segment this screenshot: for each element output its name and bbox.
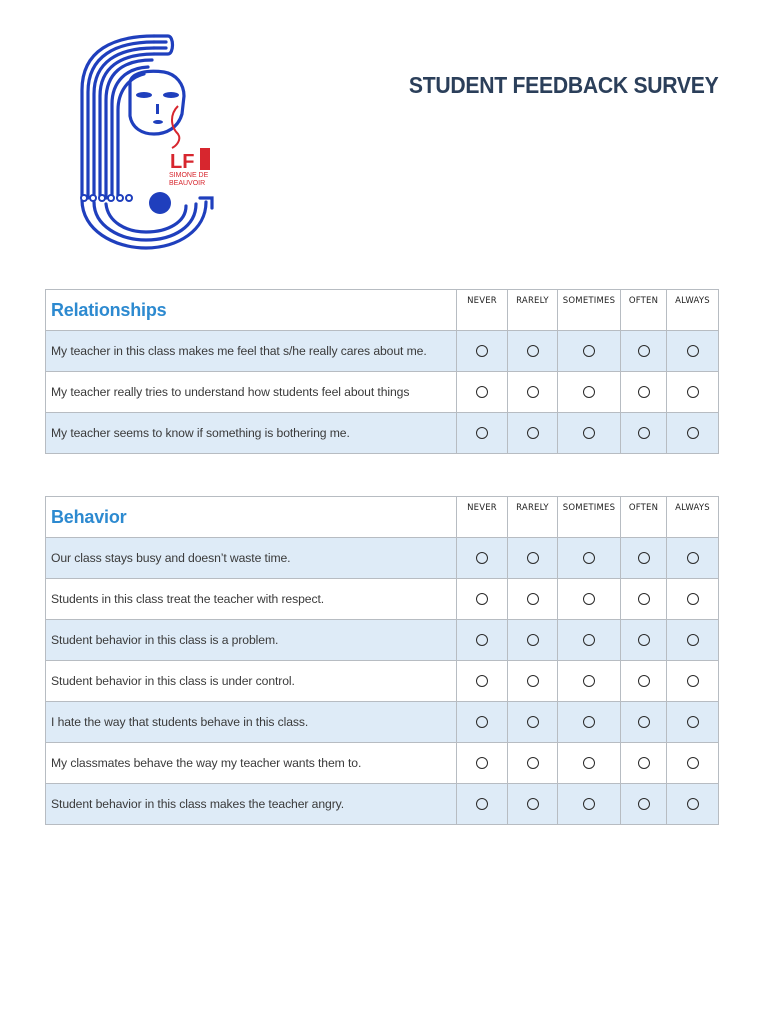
radio-cell-rarely — [508, 579, 558, 620]
question-row — [46, 743, 719, 784]
radio-cell-sometimes — [558, 702, 621, 743]
radio-cell-sometimes — [558, 538, 621, 579]
question-row — [46, 784, 719, 825]
radio-always[interactable] — [687, 634, 699, 646]
radio-always[interactable] — [687, 757, 699, 769]
radio-cell-rarely — [508, 743, 558, 784]
radio-never[interactable] — [476, 345, 488, 357]
radio-often[interactable] — [638, 386, 650, 398]
radio-never[interactable] — [476, 675, 488, 687]
question-text: I hate the way that students behave in this class. — [46, 702, 457, 743]
radio-cell-always — [667, 620, 719, 661]
radio-cell-sometimes — [558, 620, 621, 661]
question-text: Student behavior in this class is a problem. — [46, 620, 457, 661]
radio-cell-never — [457, 413, 508, 454]
svg-text:LF: LF — [170, 151, 195, 173]
radio-cell-rarely — [508, 620, 558, 661]
question-text: Student behavior in this class makes the teacher angry. — [46, 784, 457, 825]
radio-sometimes[interactable] — [583, 386, 595, 398]
radio-often[interactable] — [638, 798, 650, 810]
radio-never[interactable] — [476, 386, 488, 398]
column-header-sometimes: SOMETIMES — [558, 290, 621, 331]
radio-sometimes[interactable] — [583, 798, 595, 810]
radio-often[interactable] — [638, 593, 650, 605]
radio-cell-always — [667, 538, 719, 579]
radio-never[interactable] — [476, 427, 488, 439]
radio-always[interactable] — [687, 386, 699, 398]
radio-sometimes[interactable] — [583, 716, 595, 728]
question-text: My teacher in this class makes me feel that s/he really cares about me. — [46, 331, 457, 372]
radio-never[interactable] — [476, 634, 488, 646]
question-text: My teacher seems to know if something is bothering me. — [46, 413, 457, 454]
radio-cell-often — [621, 784, 667, 825]
radio-cell-never — [457, 331, 508, 372]
radio-cell-sometimes — [558, 661, 621, 702]
radio-cell-never — [457, 538, 508, 579]
radio-cell-never — [457, 620, 508, 661]
radio-often[interactable] — [638, 345, 650, 357]
radio-often[interactable] — [638, 427, 650, 439]
question-text: My classmates behave the way my teacher wants them to. — [46, 743, 457, 784]
radio-sometimes[interactable] — [583, 552, 595, 564]
radio-cell-never — [457, 579, 508, 620]
radio-always[interactable] — [687, 798, 699, 810]
radio-sometimes[interactable] — [583, 427, 595, 439]
radio-rarely[interactable] — [527, 593, 539, 605]
radio-always[interactable] — [687, 427, 699, 439]
radio-cell-often — [621, 579, 667, 620]
radio-cell-sometimes — [558, 784, 621, 825]
radio-often[interactable] — [638, 634, 650, 646]
radio-always[interactable] — [687, 716, 699, 728]
column-header-sometimes: SOMETIMES — [558, 497, 621, 538]
radio-rarely[interactable] — [527, 675, 539, 687]
radio-rarely[interactable] — [527, 552, 539, 564]
radio-cell-sometimes — [558, 579, 621, 620]
radio-always[interactable] — [687, 345, 699, 357]
radio-cell-rarely — [508, 372, 558, 413]
column-header-always: ALWAYS — [667, 290, 719, 331]
section-table-behavior — [45, 496, 719, 825]
question-row — [46, 372, 719, 413]
radio-sometimes[interactable] — [583, 345, 595, 357]
question-text: Students in this class treat the teacher with respect. — [46, 579, 457, 620]
radio-never[interactable] — [476, 798, 488, 810]
radio-rarely[interactable] — [527, 634, 539, 646]
column-header-often: OFTEN — [621, 290, 667, 331]
radio-cell-always — [667, 413, 719, 454]
radio-cell-always — [667, 784, 719, 825]
radio-cell-rarely — [508, 538, 558, 579]
radio-rarely[interactable] — [527, 427, 539, 439]
question-row — [46, 661, 719, 702]
radio-cell-never — [457, 372, 508, 413]
radio-often[interactable] — [638, 552, 650, 564]
radio-cell-rarely — [508, 702, 558, 743]
column-header-never: NEVER — [457, 497, 508, 538]
radio-cell-sometimes — [558, 331, 621, 372]
question-text: Our class stays busy and doesn’t waste time. — [46, 538, 457, 579]
radio-cell-often — [621, 743, 667, 784]
radio-cell-sometimes — [558, 372, 621, 413]
radio-cell-often — [621, 702, 667, 743]
radio-rarely[interactable] — [527, 798, 539, 810]
question-row — [46, 331, 719, 372]
question-row — [46, 413, 719, 454]
radio-cell-always — [667, 579, 719, 620]
section-title: Behavior — [46, 497, 457, 538]
radio-never[interactable] — [476, 552, 488, 564]
radio-cell-always — [667, 743, 719, 784]
radio-cell-never — [457, 743, 508, 784]
radio-often[interactable] — [638, 716, 650, 728]
radio-cell-always — [667, 331, 719, 372]
column-header-never: NEVER — [457, 290, 508, 331]
page-title: STUDENT FEEDBACK SURVEY — [408, 72, 718, 98]
radio-rarely[interactable] — [527, 757, 539, 769]
radio-cell-always — [667, 372, 719, 413]
svg-text:SIMONE DE: SIMONE DE — [169, 172, 209, 179]
column-header-often: OFTEN — [621, 497, 667, 538]
radio-never[interactable] — [476, 593, 488, 605]
radio-cell-rarely — [508, 784, 558, 825]
column-header-rarely: RARELY — [508, 290, 558, 331]
radio-cell-often — [621, 661, 667, 702]
column-header-rarely: RARELY — [508, 497, 558, 538]
radio-cell-never — [457, 661, 508, 702]
radio-cell-always — [667, 702, 719, 743]
question-text: My teacher really tries to understand how students feel about things — [46, 372, 457, 413]
column-header-always: ALWAYS — [667, 497, 719, 538]
radio-cell-often — [621, 620, 667, 661]
radio-cell-rarely — [508, 331, 558, 372]
radio-rarely[interactable] — [527, 716, 539, 728]
radio-rarely[interactable] — [527, 386, 539, 398]
radio-cell-never — [457, 784, 508, 825]
question-row — [46, 579, 719, 620]
radio-sometimes[interactable] — [583, 757, 595, 769]
radio-never[interactable] — [476, 757, 488, 769]
radio-rarely[interactable] — [527, 345, 539, 357]
radio-sometimes[interactable] — [583, 593, 595, 605]
svg-text:BEAUVOIR: BEAUVOIR — [169, 180, 206, 187]
radio-cell-rarely — [508, 413, 558, 454]
question-row — [46, 702, 719, 743]
section-title: Relationships — [46, 290, 457, 331]
school-logo — [74, 30, 218, 255]
question-row — [46, 620, 719, 661]
radio-always[interactable] — [687, 593, 699, 605]
radio-often[interactable] — [638, 675, 650, 687]
radio-always[interactable] — [687, 675, 699, 687]
radio-sometimes[interactable] — [583, 675, 595, 687]
radio-always[interactable] — [687, 552, 699, 564]
radio-cell-sometimes — [558, 743, 621, 784]
question-row — [46, 538, 719, 579]
radio-often[interactable] — [638, 757, 650, 769]
section-table-relationships — [45, 289, 719, 454]
radio-never[interactable] — [476, 716, 488, 728]
radio-cell-often — [621, 413, 667, 454]
radio-cell-always — [667, 661, 719, 702]
radio-cell-often — [621, 372, 667, 413]
radio-cell-never — [457, 702, 508, 743]
radio-cell-often — [621, 538, 667, 579]
radio-cell-often — [621, 331, 667, 372]
radio-cell-rarely — [508, 661, 558, 702]
radio-cell-sometimes — [558, 413, 621, 454]
radio-sometimes[interactable] — [583, 634, 595, 646]
question-text: Student behavior in this class is under control. — [46, 661, 457, 702]
